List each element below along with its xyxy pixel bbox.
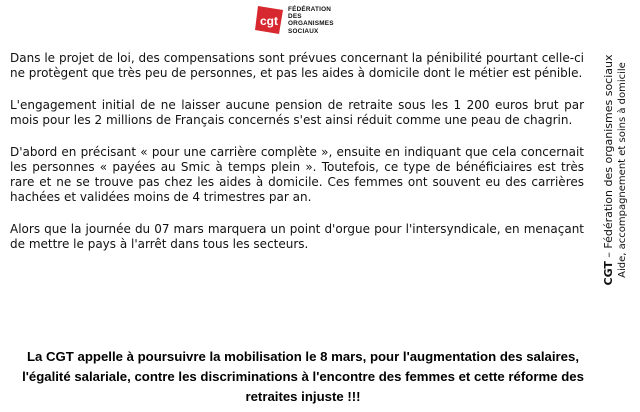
federation-line-3: ORGANISMES <box>288 20 334 28</box>
federation-line-1: FÉDÉRATION <box>288 6 332 13</box>
federation-line-4: SOCIAUX <box>288 27 319 35</box>
article-body <box>10 51 584 269</box>
paragraph-3: D'abord en précisant « pour une carrière complète », ensuite en indiquant que cela concernait les personnes « payées au Smic à temps plein ». Toutefois, ce type de bénéficiaires est très rare et ne se trouve pas chez les aides à domicile. Ces femmes ont souvent eu des carrières hachées et validées moins de 4 trimestres par an. <box>10 145 584 204</box>
header <box>252 4 382 42</box>
logo-text: cgt <box>260 14 278 28</box>
sidebar-text <box>602 54 630 285</box>
callout-text: La CGT appelle à poursuivre la mobilisation le 8 mars, pour l'augmentation des salaires, l'égalité salariale, contre les discriminations à l'encontre des femmes et cette réforme des retraites injuste !!! <box>22 349 584 404</box>
paragraph-2: L'engagement initial de ne laisser aucune pension de retraite sous les 1 200 euros brut par mois pour les 2 millions de Français concernés s'est ainsi réduit comme une peau de chagrin. <box>10 98 584 127</box>
sidebar-org: CGT <box>602 261 615 286</box>
sidebar-line-2: Aide, accompagnement et soins à domicile <box>617 62 628 278</box>
vertical-sidebar <box>594 40 638 300</box>
federation-line-2: DES <box>288 13 302 21</box>
federation-name <box>288 6 334 35</box>
cgt-logo <box>252 4 286 38</box>
paragraph-4: Alors que la journée du 07 mars marquera un point d'orgue pour l'intersyndicale, en menaçant de mettre le pays à l'arrêt dans tous les secteurs. <box>10 222 584 251</box>
paragraph-1: Dans le projet de loi, des compensations sont prévues concernant la pénibilité pourtant celle-ci ne protègent que très peu de personnes, et pas les aides à domicile dont le métier est pénible. <box>10 51 584 80</box>
sidebar-federation: – Fédération des organismes sociaux <box>602 54 615 262</box>
sidebar-line-1 <box>602 54 616 285</box>
